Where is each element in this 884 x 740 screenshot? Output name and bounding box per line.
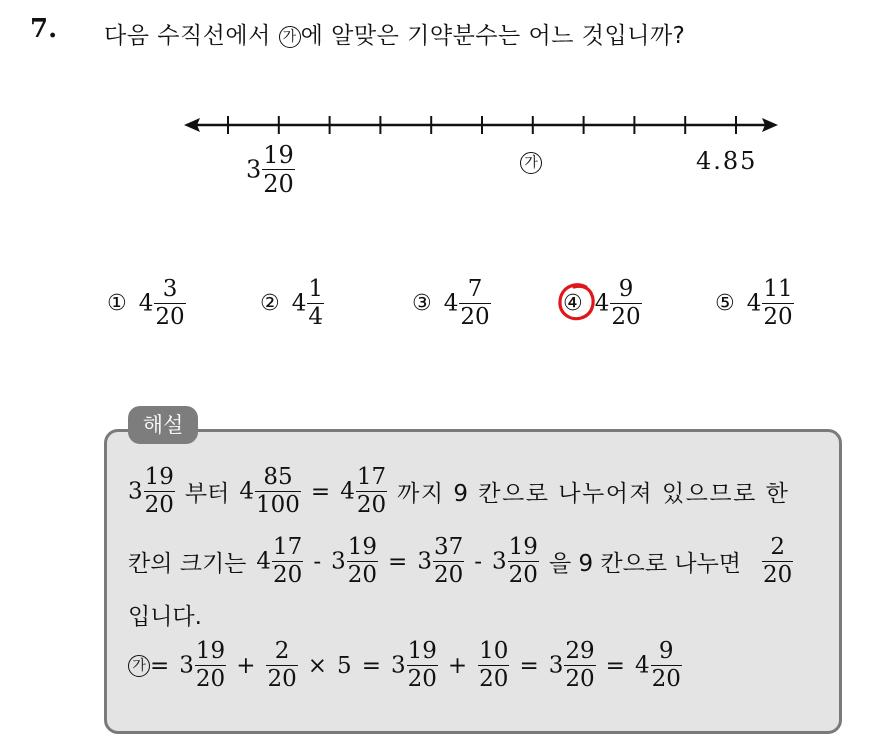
option-1[interactable]: ① 4 $\frac{3}{20}$ xyxy=(107,276,185,330)
explanation-line-2: 칸의 크기는 4 $\frac{17}{20}$ - 3 $\frac{19}{20}$ = 3 $\frac{37}{20}$ - 3 $\frac{19}{20}$ 을 9 칸으로 나누면 $\frac{2}{20}$ xyxy=(128,534,793,588)
ga-marker-icon: 가 xyxy=(279,26,301,48)
ga-marker-icon: 가 xyxy=(520,152,542,174)
option-2[interactable]: ② 4 $\frac{1}{4}$ xyxy=(260,276,324,330)
option-3[interactable]: ③ 4 $\frac{7}{20}$ xyxy=(412,276,490,330)
option-4[interactable]: ④ 4 $\frac{9}{20}$ xyxy=(563,276,641,330)
answer-circle-icon xyxy=(556,281,598,323)
number-line-right-label: 4.85 xyxy=(696,147,758,175)
option-5[interactable]: ⑤ 4 $\frac{11}{20}$ xyxy=(715,276,793,330)
ga-marker-icon: 가 xyxy=(128,655,150,677)
number-line-left-label: 3 $\frac{19}{20}$ xyxy=(246,141,294,198)
question-text xyxy=(104,17,685,50)
explanation-line-1: 3 $\frac{19}{20}$ 부터 4 $\frac{85}{100}$ = 4 $\frac{17}{20}$ 까지 9 칸으로 나누어져 있으므로 한 xyxy=(128,464,790,518)
question-number: 7. xyxy=(30,14,58,44)
explanation-line-3: 입니다. xyxy=(128,604,202,630)
explanation-line-4: 가 = 3 $\frac{19}{20}$ + $\frac{2}{20}$ × 5 = 3 $\frac{19}{20}$ + $\frac{10}{20}$ = 3 $\frac{29}{20}$ = 4 $\frac{9}{20}$ xyxy=(128,640,682,691)
number-line-ga-label xyxy=(520,147,542,175)
question-text-after: 에 알맞은 기약분수는 어느 것입니까? xyxy=(300,23,686,49)
explanation-tag: 해설 xyxy=(128,406,198,444)
question-text-before: 다음 수직선에서 xyxy=(104,23,279,49)
